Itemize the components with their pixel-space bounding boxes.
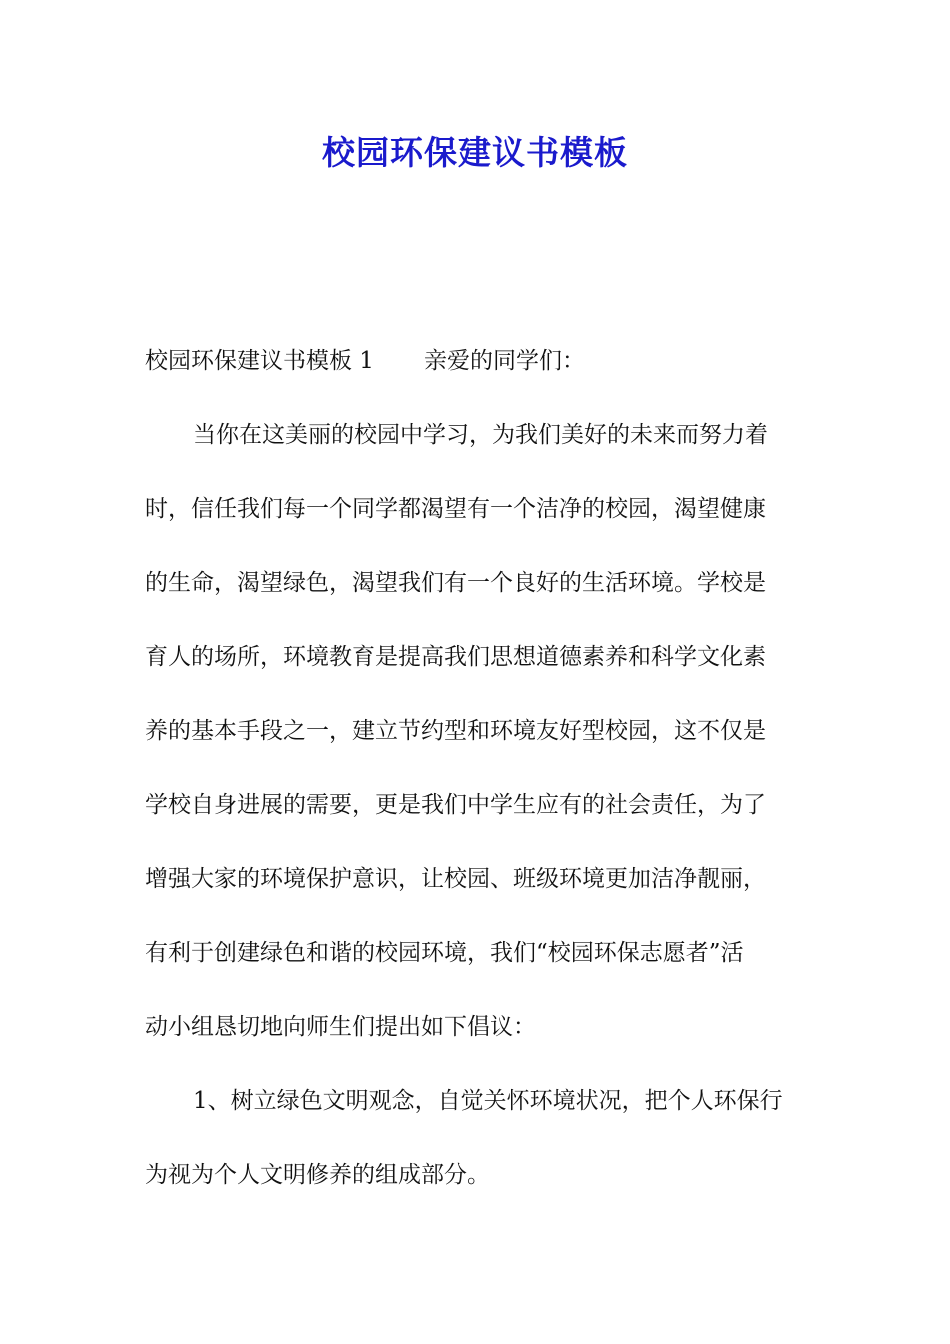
- paragraph-line: 增强大家的环境保护意识，让校园、班级环境更加洁净靓丽，: [145, 866, 766, 892]
- list-item-line: 为视为个人文明修养的组成部分。: [145, 1162, 490, 1188]
- paragraph-line: 育人的场所，环境教育是提高我们思想道德素养和科学文化素: [145, 644, 766, 670]
- paragraph-line: 动小组恳切地向师生们提出如下倡议：: [145, 1014, 536, 1040]
- document-body: [145, 340, 810, 1228]
- paragraph-line: 时，信任我们每一个同学都渴望有一个洁净的校园，渴望健康: [145, 496, 766, 522]
- document-title: 校园环保建议书模板: [322, 133, 628, 172]
- paragraph-line: 有利于创建绿色和谐的校园环境，我们“校园环保志愿者”活: [145, 940, 744, 966]
- paragraph-line: 的生命，渴望绿色，渴望我们有一个良好的生活环境。学校是: [145, 570, 766, 596]
- paragraph-line: 学校自身进展的需要，更是我们中学生应有的社会责任，为了: [145, 792, 766, 818]
- document-subtitle: 校园环保建议书模板 1: [145, 348, 374, 374]
- paragraph-line: 养的基本手段之一，建立节约型和环境友好型校园，这不仅是: [145, 718, 766, 744]
- list-item-line: 1、树立绿色文明观念，自觉关怀环境状况，把个人环保行: [193, 1088, 783, 1114]
- salutation: 亲爱的同学们：: [423, 348, 585, 374]
- heading-line: [145, 340, 810, 382]
- paragraph-line: 当你在这美丽的校园中学习，为我们美好的未来而努力着: [193, 422, 768, 448]
